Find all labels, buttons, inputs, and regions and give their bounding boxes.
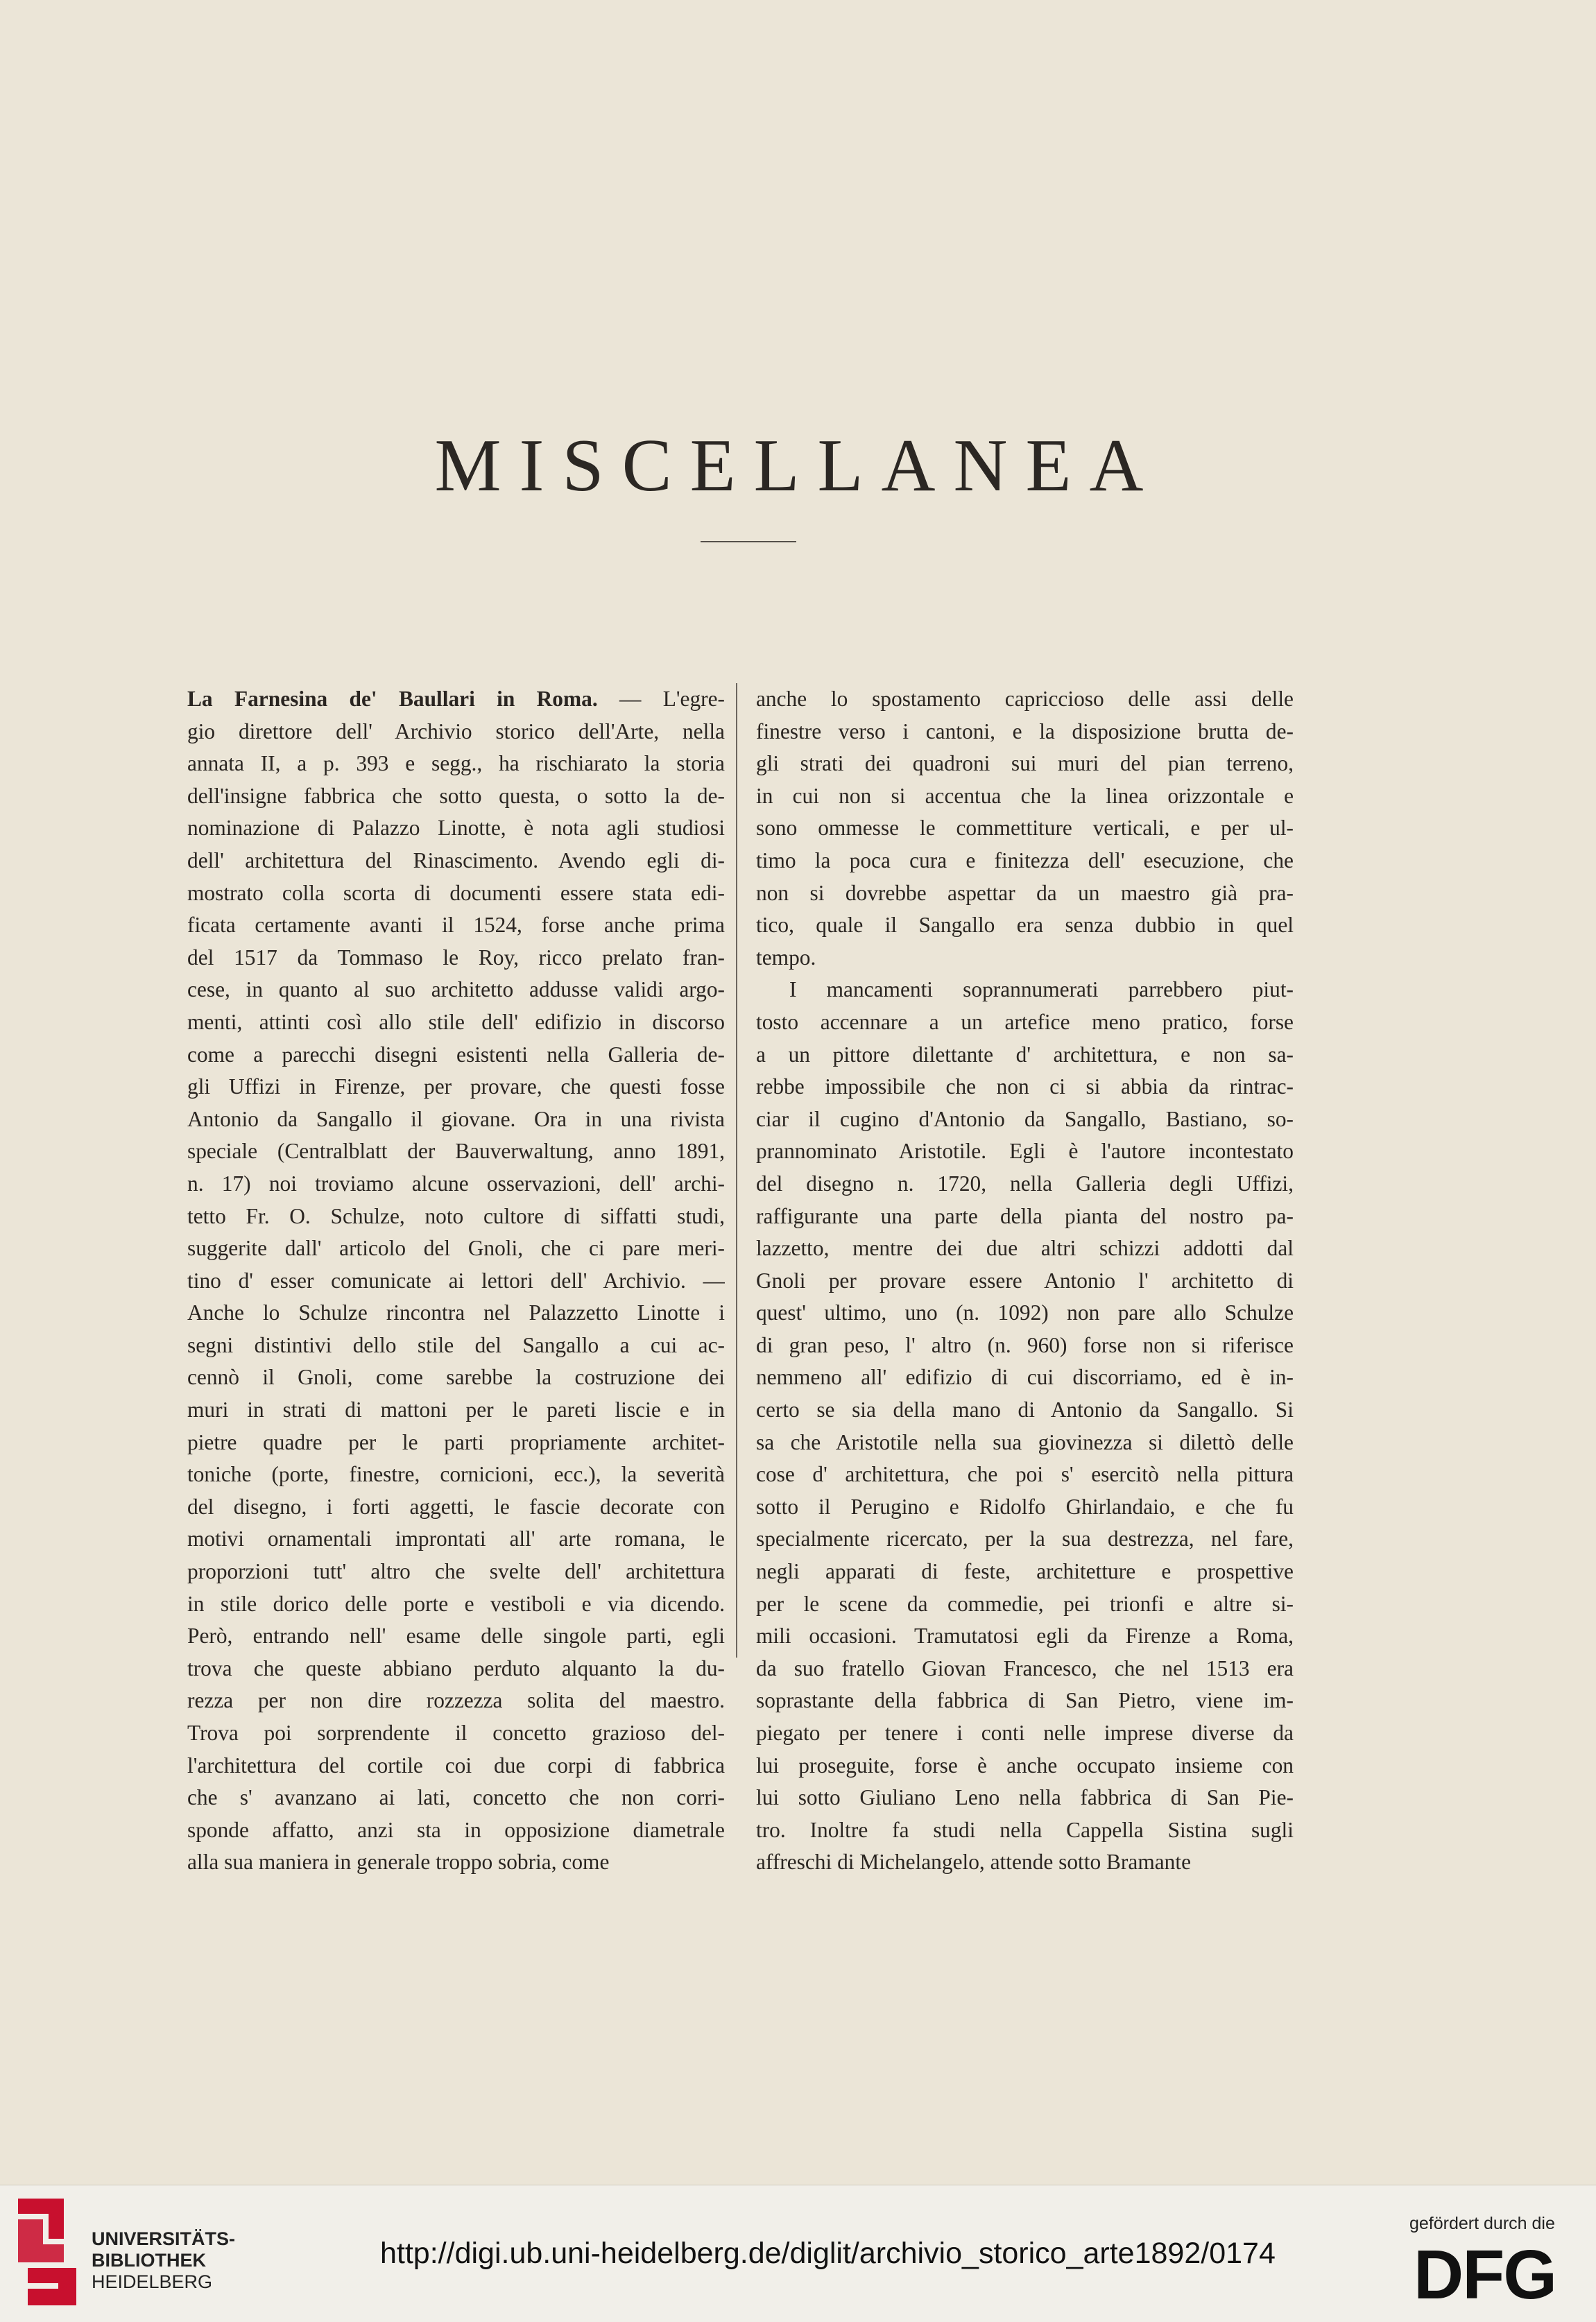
text-line: muri in strati di mattoni per le pareti liscie e in — [187, 1398, 725, 1422]
text-line: sotto il Perugino e Ridolfo Ghirlandaio, e che fu — [756, 1494, 1294, 1519]
text-line: piegato per tenere i conti nelle imprese diverse da — [756, 1721, 1294, 1745]
text-line: Gnoli per provare essere Antonio l' architetto di — [756, 1268, 1294, 1293]
text-line: speciale (Centralblatt der Bauverwaltung, anno 1891, — [187, 1139, 725, 1164]
text-line: prannominato Aristotile. Egli è l'autore incontestato — [756, 1139, 1294, 1164]
text-line: tino d' esser comunicate ai lettori dell' Archivio. — — [187, 1268, 725, 1293]
text-line: finestre verso i cantoni, e la disposizione brutta de- — [756, 719, 1294, 743]
text-line: pietre quadre per le parti propriamente architet- — [187, 1429, 725, 1454]
text-line: tro. Inoltre fa studi nella Cappella Sistina sugli — [756, 1817, 1294, 1842]
text-line: mili occasioni. Tramutatosi egli da Firenze a Roma, — [756, 1624, 1294, 1649]
text-line: cennò il Gnoli, come sarebbe la costruzione dei — [187, 1365, 725, 1390]
text-line: soprastante della fabbrica di San Pietro, viene im- — [756, 1688, 1294, 1713]
text-line: tico, quale il Sangallo era senza dubbio in quel — [756, 913, 1294, 938]
text-line: nominazione di Palazzo Linotte, è nota agli studiosi — [187, 816, 725, 841]
text-line: del 1517 da Tommaso le Roy, ricco prelato fran- — [187, 945, 725, 970]
section-title: MISCELLANEA — [434, 424, 1162, 507]
text-line: di gran peso, l' altro (n. 960) forse non si riferisce — [756, 1332, 1294, 1357]
text-line: come a parecchi disegni esistenti nella Galleria de- — [187, 1042, 725, 1067]
text-line: per le scene da commedie, pei trionfi e altre si- — [756, 1591, 1294, 1616]
text-line: tosto accennare a un artefice meno pratico, forse — [756, 1009, 1294, 1034]
library-name-line: BIBLIOTHEK — [92, 2250, 206, 2271]
text-line: mostrato colla scorta di documenti essere stata edi- — [187, 880, 725, 905]
text-line: certo se sia della mano di Antonio da Sangallo. Si — [756, 1398, 1294, 1422]
text-line: raffigurante una parte della pianta del nostro pa- — [756, 1203, 1294, 1228]
text-line: gio direttore dell' Archivio storico dell'Arte, nella — [187, 719, 725, 743]
text-line: n. 17) noi troviamo alcune osservazioni, dell' archi- — [187, 1171, 725, 1196]
text-line: gli strati dei quadroni sui muri del pian terreno, — [756, 751, 1294, 776]
text-line: gli Uffizi in Firenze, per provare, che questi fosse — [187, 1074, 725, 1099]
left-column — [187, 683, 725, 1879]
text-line: a un pittore dilettante d' architettura, e non sa- — [756, 1042, 1294, 1067]
text-line: Anche lo Schulze rincontra nel Palazzetto Linotte i — [187, 1300, 725, 1325]
text-line: del disegno, i forti aggetti, le fascie decorate con — [187, 1494, 725, 1519]
text-line: I mancamenti soprannumerati parrebbero piut- — [789, 977, 1294, 1002]
text-line: rebbe impossibile che non ci si abbia da rintrac- — [756, 1074, 1294, 1099]
funding-claim: gefördert durch die — [1409, 2214, 1555, 2233]
text-line: affreschi di Michelangelo, attende sotto Bramante — [756, 1850, 1192, 1875]
text-line: Però, entrando nell' esame delle singole parti, egli — [187, 1624, 725, 1649]
text-line: sponde affatto, anzi sta in opposizione diametrale — [187, 1817, 725, 1842]
text-line: del disegno n. 1720, nella Galleria degli Uffizi, — [756, 1171, 1294, 1196]
text-line: non si dovrebbe aspettar da un maestro già pra- — [756, 880, 1294, 905]
text-line: nemmeno all' edifizio di cui discorriamo, ed è in- — [756, 1365, 1294, 1390]
text-line: trova che queste abbiano perduto alquanto la du- — [187, 1656, 725, 1680]
column-divider — [736, 683, 737, 1658]
text-line: Trova poi sorprendente il concetto grazioso del- — [187, 1721, 725, 1745]
text-line: suggerite dall' articolo del Gnoli, che ci pare meri- — [187, 1236, 725, 1261]
text-line: rezza per non dire rozzezza solita del maestro. — [187, 1688, 725, 1713]
text-line: anche lo spostamento capriccioso delle assi delle — [756, 687, 1294, 711]
title-rule — [701, 541, 796, 542]
text-line: sono ommesse le commettiture verticali, e per ul- — [756, 816, 1294, 841]
text-line: menti, attinti così allo stile dell' edifizio in discorso — [187, 1009, 725, 1034]
library-name-line: UNIVERSITÄTS- — [92, 2228, 236, 2249]
text-line: annata II, a p. 393 e segg., ha rischiarato la storia — [187, 751, 725, 776]
text-line: quest' ultimo, uno (n. 1092) non pare allo Schulze — [756, 1300, 1294, 1325]
text-line: in stile dorico delle porte e vestiboli e via dicendo. — [187, 1591, 725, 1616]
text-line: motivi ornamentali improntati all' arte romana, le — [187, 1526, 725, 1551]
article-rubric: La Farnesina de' Baullari in Roma. — [187, 687, 598, 711]
text-line: dell'insigne fabbrica che sotto questa, o sotto la de- — [187, 783, 725, 808]
text-line: cose d' architettura, che poi s' esercitò nella pittura — [756, 1462, 1294, 1487]
text-line: tetto Fr. O. Schulze, noto cultore di siffatti studi, — [187, 1203, 725, 1228]
text-line: toniche (porte, finestre, cornicioni, ecc.), la severità — [187, 1462, 725, 1487]
text-line: cese, in quanto al suo architetto addusse validi argo- — [187, 977, 725, 1002]
right-column — [756, 683, 1294, 1879]
university-library-logo-icon — [12, 2196, 82, 2308]
text-line: in cui non si accentua che la linea orizzontale e — [756, 783, 1294, 808]
permalink-url[interactable]: http://digi.ub.uni-heidelberg.de/diglit/archivio_storico_arte1892/0174 — [380, 2237, 1276, 2270]
text-line: sa che Aristotile nella sua giovinezza si dilettò delle — [756, 1429, 1294, 1454]
text-line: tempo. — [756, 945, 816, 970]
library-name — [92, 2228, 235, 2293]
text-line: alla sua maniera in generale troppo sobria, come — [187, 1850, 610, 1875]
text-line: proporzioni tutt' altro che svelte dell' architettura — [187, 1559, 725, 1584]
dfg-logo-text: DFG — [1414, 2242, 1556, 2305]
text-line: che s' avanzano ai lati, concetto che non corri- — [187, 1785, 725, 1810]
text-line: lazzetto, mentre dei due altri schizzi addotti dal — [756, 1236, 1294, 1261]
text-line: dell' architettura del Rinascimento. Avendo egli di- — [187, 848, 725, 872]
text-line: lui sotto Giuliano Leno nella fabbrica di San Pie- — [756, 1785, 1294, 1810]
library-name-line: HEIDELBERG — [92, 2271, 213, 2292]
text-line: segni distintivi dello stile del Sangallo a cui ac- — [187, 1332, 725, 1357]
dfg-logo-icon — [1414, 2242, 1574, 2305]
text-line: timo la poca cura e finitezza dell' esecuzione, che — [756, 848, 1294, 872]
text-line: da suo fratello Giovan Francesco, che nel 1513 era — [756, 1656, 1294, 1680]
text-line: La Farnesina de' Baullari in Roma. — L'egre- — [187, 687, 725, 711]
text-line: negli apparati di feste, architetture e prospettive — [756, 1559, 1294, 1584]
text-line: Antonio da Sangallo il giovane. Ora in una rivista — [187, 1106, 725, 1131]
text-line: lui proseguite, forse è anche occupato insieme con — [756, 1753, 1294, 1778]
text-line: ficata certamente avanti il 1524, forse anche prima — [187, 913, 725, 938]
text-line: l'architettura del cortile coi due corpi di fabbrica — [187, 1753, 725, 1778]
text-line: ciar il cugino d'Antonio da Sangallo, Bastiano, so- — [756, 1106, 1294, 1131]
text-line: specialmente ricercato, per la sua destrezza, nel fare, — [756, 1526, 1294, 1551]
